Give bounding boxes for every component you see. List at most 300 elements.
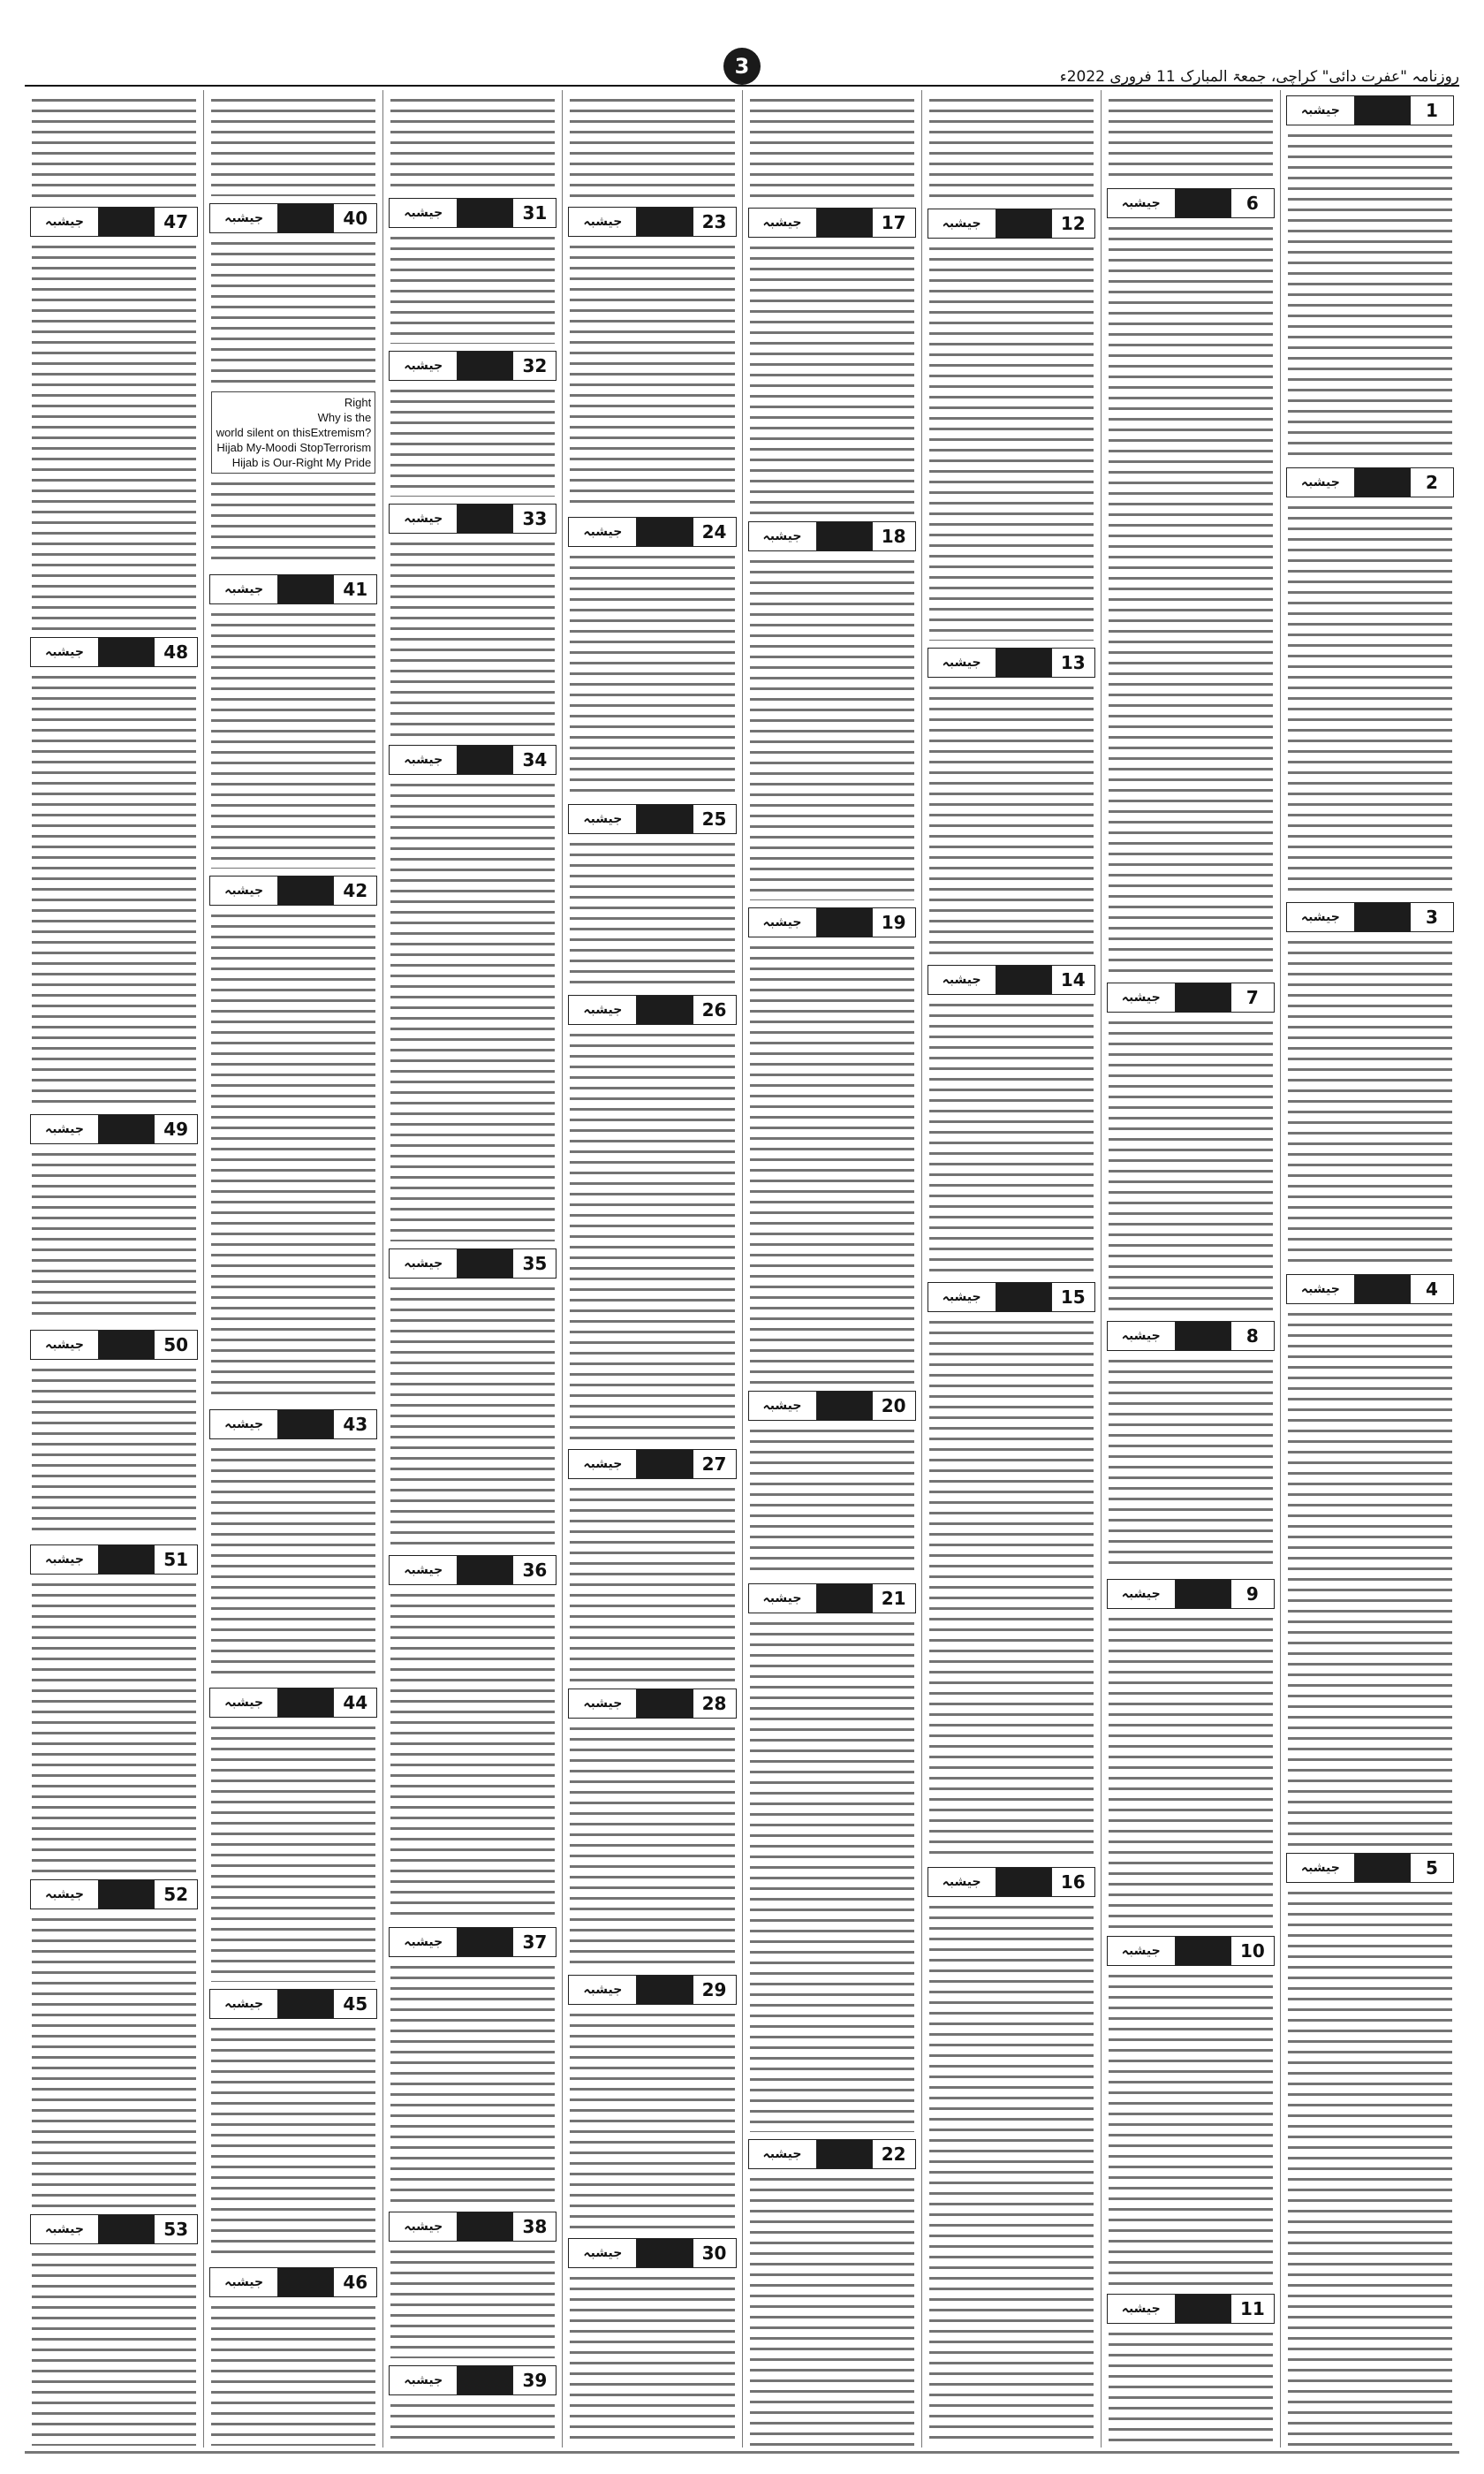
notice-slot <box>389 193 556 345</box>
slot-header <box>928 1282 1095 1312</box>
slot-number: 17 <box>872 209 915 237</box>
text-lines <box>211 477 375 567</box>
slot-number: 41 <box>333 575 376 603</box>
slot-header-bar <box>458 2212 512 2241</box>
text-lines <box>211 2022 375 2260</box>
slot-header-bar <box>458 1556 512 1584</box>
notice-slot <box>1286 462 1454 896</box>
slot-header <box>748 521 916 551</box>
notice-slot <box>1107 977 1275 1315</box>
slot-label: جیشبہ <box>390 2212 458 2241</box>
slot-label: جیشبہ <box>31 1545 99 1574</box>
notice-slot <box>1107 1574 1275 1931</box>
header-rule <box>25 85 1459 87</box>
slot-label: جیشبہ <box>1108 1937 1176 1965</box>
slot-number: 13 <box>1051 649 1094 677</box>
text-lines <box>390 1282 555 1548</box>
notice-column <box>382 90 562 2447</box>
text-lines <box>570 1722 734 1969</box>
slot-header <box>209 1409 377 1439</box>
slot-header <box>568 1449 736 1479</box>
slot-label: جیشبہ <box>31 1331 99 1359</box>
slot-number: 7 <box>1230 983 1274 1012</box>
slot-header <box>1286 1853 1454 1883</box>
notice-column <box>562 90 741 2447</box>
notice-slot <box>30 632 198 1110</box>
slot-header-bar <box>637 805 692 833</box>
slot-header-bar <box>278 575 333 603</box>
slot-number: 4 <box>1410 1275 1453 1303</box>
notice-slot <box>30 1874 198 2209</box>
text-lines <box>32 94 196 200</box>
slot-header-bar <box>637 518 692 546</box>
slot-label: جیشبہ <box>569 208 637 236</box>
text-lines <box>570 2272 734 2446</box>
continued-text-block <box>928 90 1095 203</box>
text-lines <box>211 909 375 1402</box>
notice-slot <box>209 198 377 569</box>
notice-slot <box>1107 183 1275 977</box>
text-lines <box>750 94 914 201</box>
slot-number: 10 <box>1230 1937 1274 1965</box>
text-lines <box>32 1913 196 2207</box>
slot-header <box>30 1544 198 1575</box>
slot-header-bar <box>278 1410 333 1438</box>
slot-header-bar <box>817 908 872 937</box>
slot-label: جیشبہ <box>210 575 278 603</box>
slot-number: 19 <box>872 908 915 937</box>
text-lines <box>390 778 555 1241</box>
slot-label: جیشبہ <box>390 505 458 533</box>
slot-label: جیشبہ <box>569 1450 637 1478</box>
text-lines <box>32 671 196 1108</box>
text-lines <box>1109 94 1273 181</box>
notice-slot <box>748 902 916 1385</box>
notice-column <box>203 90 382 2447</box>
slot-header-bar <box>278 1689 333 1717</box>
slot-header <box>389 351 556 381</box>
slot-header-bar <box>1355 1275 1410 1303</box>
slot-number: 51 <box>154 1545 197 1574</box>
notice-slot <box>389 345 556 498</box>
slot-number: 33 <box>512 505 556 533</box>
slot-number: 45 <box>333 1990 376 2018</box>
page-header <box>25 35 1459 86</box>
slot-label: جیشبہ <box>210 1689 278 1717</box>
text-lines <box>390 2399 555 2446</box>
slot-header <box>1286 95 1454 125</box>
slot-number: 22 <box>872 2140 915 2168</box>
continued-text-block <box>1107 90 1275 183</box>
slot-header <box>389 1927 556 1957</box>
footer-rule <box>25 2451 1459 2454</box>
slot-header-bar <box>1355 903 1410 931</box>
slot-number: 23 <box>693 208 736 236</box>
notice-slot <box>1286 897 1454 1269</box>
slot-header-bar <box>99 638 154 666</box>
slot-label: جیشبہ <box>210 1410 278 1438</box>
notice-slot <box>928 1862 1095 2447</box>
text-lines <box>929 1316 1094 1861</box>
slot-number: 27 <box>693 1450 736 1478</box>
slot-label: جیشبہ <box>390 1556 458 1584</box>
text-lines <box>1109 1613 1273 1930</box>
slot-header <box>389 745 556 775</box>
english-line: Why is the <box>317 411 372 425</box>
notice-slot <box>209 1682 377 1984</box>
notice-slot <box>389 2360 556 2447</box>
slot-header <box>209 2267 377 2297</box>
slot-number: 28 <box>693 1689 736 1718</box>
notice-slot <box>30 2209 198 2447</box>
slot-header <box>1107 1936 1275 1966</box>
text-lines <box>211 1443 375 1681</box>
slot-number: 26 <box>693 996 736 1024</box>
slot-header-bar <box>637 2239 692 2267</box>
slot-label: جیشبہ <box>1287 96 1355 125</box>
slot-label: جیشبہ <box>1108 1322 1176 1350</box>
slot-label: جیشبہ <box>928 1283 996 1311</box>
slot-number: 47 <box>154 208 197 236</box>
slot-number: 30 <box>693 2239 736 2267</box>
slot-header-bar <box>1176 1580 1230 1608</box>
text-lines <box>929 998 1094 1275</box>
slot-header-bar <box>1176 1937 1230 1965</box>
slot-number: 53 <box>154 2215 197 2243</box>
slot-header-bar <box>278 204 333 232</box>
slot-number: 31 <box>512 199 556 227</box>
text-lines <box>929 1901 1094 2446</box>
notice-column <box>742 90 921 2447</box>
slot-label: جیشبہ <box>1108 1580 1176 1608</box>
text-lines <box>390 2245 555 2357</box>
slot-header <box>1107 983 1275 1013</box>
text-lines <box>750 941 914 1383</box>
slot-number: 20 <box>872 1392 915 1420</box>
slot-label: جیشبہ <box>1287 1854 1355 1882</box>
text-lines <box>32 1148 196 1322</box>
slot-header <box>928 648 1095 678</box>
notice-column <box>25 90 203 2447</box>
text-lines <box>390 94 555 191</box>
slot-header-bar <box>637 1450 692 1478</box>
slot-number: 3 <box>1410 903 1453 931</box>
text-lines <box>32 1578 196 1872</box>
slot-header-bar <box>1355 96 1410 125</box>
slot-label: جیشبہ <box>390 352 458 380</box>
slot-label: جیشبہ <box>749 1392 817 1420</box>
hijab-english-snippet <box>211 391 375 474</box>
notice-slot <box>748 2134 916 2447</box>
text-lines <box>750 1424 914 1577</box>
text-lines <box>750 241 914 514</box>
slot-header-bar <box>458 2366 512 2394</box>
slot-number: 37 <box>512 1928 556 1956</box>
text-lines <box>1288 936 1452 1267</box>
slot-header-bar <box>637 1976 692 2004</box>
slot-header <box>568 804 736 834</box>
text-lines <box>390 231 555 344</box>
slot-number: 44 <box>333 1689 376 1717</box>
slot-label: جیشبہ <box>1287 1275 1355 1303</box>
notice-slot <box>389 2206 556 2359</box>
notice-slot <box>389 740 556 1243</box>
slot-header-bar <box>817 1584 872 1613</box>
slot-header-bar <box>278 877 333 905</box>
slot-header <box>1107 188 1275 218</box>
slot-header-bar <box>1176 189 1230 217</box>
slot-header <box>209 876 377 906</box>
slot-label: جیشبہ <box>390 746 458 774</box>
text-lines <box>1109 1016 1273 1313</box>
notice-slot <box>568 799 736 990</box>
slot-label: جیشبہ <box>31 638 99 666</box>
slot-label: جیشبہ <box>1108 2295 1176 2323</box>
notice-slot <box>30 1109 198 1324</box>
slot-header <box>389 504 556 534</box>
notice-slot <box>928 1277 1095 1863</box>
slot-header-bar <box>458 352 512 380</box>
slot-label: جیشبہ <box>749 2140 817 2168</box>
slot-label: جیشبہ <box>749 908 817 937</box>
slot-header <box>30 637 198 667</box>
text-lines <box>1288 1308 1452 1846</box>
notice-slot <box>389 498 556 740</box>
slot-header <box>30 2214 198 2244</box>
slot-number: 25 <box>693 805 736 833</box>
slot-header <box>30 1879 198 1909</box>
notice-slot <box>30 201 198 632</box>
slot-header-bar <box>817 2140 872 2168</box>
slot-header-bar <box>99 208 154 236</box>
slot-label: جیشبہ <box>569 518 637 546</box>
slot-number: 40 <box>333 204 376 232</box>
slot-header-bar <box>817 1392 872 1420</box>
text-lines <box>1288 501 1452 894</box>
slot-label: جیشبہ <box>390 2366 458 2394</box>
slot-header <box>389 1248 556 1279</box>
notice-slot <box>209 1404 377 1682</box>
slot-number: 52 <box>154 1880 197 1909</box>
slot-header-bar <box>1176 1322 1230 1350</box>
notice-slot <box>568 1969 736 2233</box>
notice-slot <box>928 203 1095 642</box>
notice-slot <box>748 1385 916 1579</box>
text-lines <box>1288 129 1452 460</box>
slot-label: جیشبہ <box>569 1976 637 2004</box>
slot-header <box>209 1688 377 1718</box>
slot-number: 2 <box>1410 468 1453 497</box>
slot-label: جیشبہ <box>31 1115 99 1143</box>
slot-label: جیشبہ <box>31 2215 99 2243</box>
text-lines <box>390 537 555 738</box>
slot-label: جیشبہ <box>569 805 637 833</box>
slot-header-bar <box>817 522 872 550</box>
slot-header-bar <box>1355 1854 1410 1882</box>
slot-header-bar <box>637 1689 692 1718</box>
text-lines <box>750 2173 914 2446</box>
slot-header-bar <box>1176 2295 1230 2323</box>
text-lines <box>1109 222 1273 975</box>
slot-number: 50 <box>154 1331 197 1359</box>
slot-label: جیشبہ <box>210 1990 278 2018</box>
english-line: world silent on thisExtremism? <box>216 426 372 440</box>
slot-header <box>209 1989 377 2019</box>
continued-text-block <box>568 90 736 201</box>
slot-header <box>928 965 1095 995</box>
slot-label: جیشبہ <box>1108 983 1176 1012</box>
notice-slot <box>568 201 736 512</box>
slot-header-bar <box>278 2268 333 2296</box>
slot-header <box>1286 902 1454 932</box>
slot-number: 11 <box>1230 2295 1274 2323</box>
notice-column <box>1280 90 1459 2447</box>
text-lines <box>390 1589 555 1920</box>
english-line: Hijab My-Moodi StopTerrorism <box>216 441 372 455</box>
notice-slot <box>748 202 916 516</box>
text-lines <box>750 555 914 900</box>
slot-number: 39 <box>512 2366 556 2394</box>
continued-text-block <box>748 90 916 202</box>
slot-header-bar <box>458 199 512 227</box>
slot-header <box>389 2365 556 2395</box>
slot-header <box>748 208 916 238</box>
slot-number: 36 <box>512 1556 556 1584</box>
slot-label: جیشبہ <box>31 1880 99 1909</box>
slot-header-bar <box>458 505 512 533</box>
notice-column <box>1101 90 1280 2447</box>
slot-label: جیشبہ <box>749 209 817 237</box>
slot-header <box>928 1867 1095 1897</box>
slot-header-bar <box>458 746 512 774</box>
text-lines <box>390 1961 555 2205</box>
notice-slot <box>748 516 916 902</box>
text-lines <box>570 1028 734 1442</box>
slot-label: جیشبہ <box>928 649 996 677</box>
slot-label: جیشبہ <box>210 877 278 905</box>
notice-slot <box>928 960 1095 1277</box>
slot-header-bar <box>99 1880 154 1909</box>
slot-number: 18 <box>872 522 915 550</box>
slot-header <box>1107 1321 1275 1351</box>
slot-header <box>1286 1274 1454 1304</box>
text-lines <box>929 242 1094 641</box>
slot-header <box>568 207 736 237</box>
slot-number: 48 <box>154 638 197 666</box>
slot-label: جیشبہ <box>749 1584 817 1613</box>
notice-columns <box>25 90 1459 2447</box>
slot-number: 38 <box>512 2212 556 2241</box>
slot-header-bar <box>99 1545 154 1574</box>
slot-header-bar <box>996 649 1051 677</box>
slot-label: جیشبہ <box>210 2268 278 2296</box>
slot-label: جیشبہ <box>390 199 458 227</box>
slot-header <box>389 1555 556 1585</box>
slot-label: جیشبہ <box>928 966 996 994</box>
notice-slot <box>568 1683 736 1970</box>
slot-header-bar <box>996 1283 1051 1311</box>
text-lines <box>570 94 734 200</box>
masthead-dateline: روزنامہ "عفرت دائی" کراچی، جمعۃ المبارک 11 فروری 2022ء <box>1059 68 1459 86</box>
slot-header <box>389 198 556 228</box>
slot-number: 43 <box>333 1410 376 1438</box>
notice-slot <box>568 2233 736 2447</box>
slot-label: جیشبہ <box>749 522 817 550</box>
slot-header-bar <box>1176 983 1230 1012</box>
slot-header-bar <box>458 1249 512 1278</box>
slot-header-bar <box>1355 468 1410 497</box>
slot-header-bar <box>817 209 872 237</box>
notice-slot <box>568 512 736 799</box>
notice-slot <box>568 1444 736 1682</box>
slot-number: 21 <box>872 1584 915 1613</box>
notice-slot <box>30 1539 198 1874</box>
notice-slot <box>389 1550 556 1922</box>
slot-header <box>568 517 736 547</box>
notice-slot <box>928 642 1095 960</box>
slot-header <box>568 1689 736 1719</box>
notice-slot <box>389 1243 556 1550</box>
notice-slot <box>1107 2288 1275 2447</box>
continued-text-block <box>209 90 377 198</box>
notice-slot <box>568 990 736 1444</box>
slot-header-bar <box>637 208 692 236</box>
notice-slot <box>209 1984 377 2262</box>
slot-number: 35 <box>512 1249 556 1278</box>
slot-header <box>1107 1579 1275 1609</box>
slot-number: 32 <box>512 352 556 380</box>
slot-number: 9 <box>1230 1580 1274 1608</box>
text-lines <box>1288 1886 1452 2446</box>
continued-text-block <box>389 90 556 193</box>
slot-number: 29 <box>693 1976 736 2004</box>
slot-number: 1 <box>1410 96 1453 125</box>
slot-number: 16 <box>1051 1868 1094 1896</box>
text-lines <box>211 94 375 196</box>
slot-number: 5 <box>1410 1854 1453 1882</box>
slot-label: جیشبہ <box>928 209 996 238</box>
notice-slot <box>1286 1848 1454 2447</box>
slot-header <box>209 574 377 604</box>
text-lines <box>32 1363 196 1537</box>
slot-header-bar <box>278 1990 333 2018</box>
slot-header <box>209 203 377 233</box>
slot-number: 49 <box>154 1115 197 1143</box>
notice-column <box>921 90 1101 2447</box>
notice-slot <box>209 569 377 870</box>
slot-label: جیشبہ <box>1287 903 1355 931</box>
slot-header-bar <box>996 209 1051 238</box>
page-number-badge <box>723 48 761 85</box>
notice-slot <box>209 870 377 1404</box>
slot-number: 24 <box>693 518 736 546</box>
text-lines <box>570 1483 734 1681</box>
slot-header <box>568 1975 736 2005</box>
text-lines <box>211 1721 375 1982</box>
text-lines <box>211 237 375 386</box>
slot-header-bar <box>99 1115 154 1143</box>
slot-header <box>568 2238 736 2268</box>
slot-number: 46 <box>333 2268 376 2296</box>
slot-header <box>748 2139 916 2169</box>
slot-label: جیشبہ <box>928 1868 996 1896</box>
english-line: Right <box>344 396 372 410</box>
slot-label: جیشبہ <box>1287 468 1355 497</box>
slot-label: جیشبہ <box>31 208 99 236</box>
slot-header <box>389 2212 556 2242</box>
text-lines <box>390 384 555 497</box>
slot-label: جیشبہ <box>390 1249 458 1278</box>
